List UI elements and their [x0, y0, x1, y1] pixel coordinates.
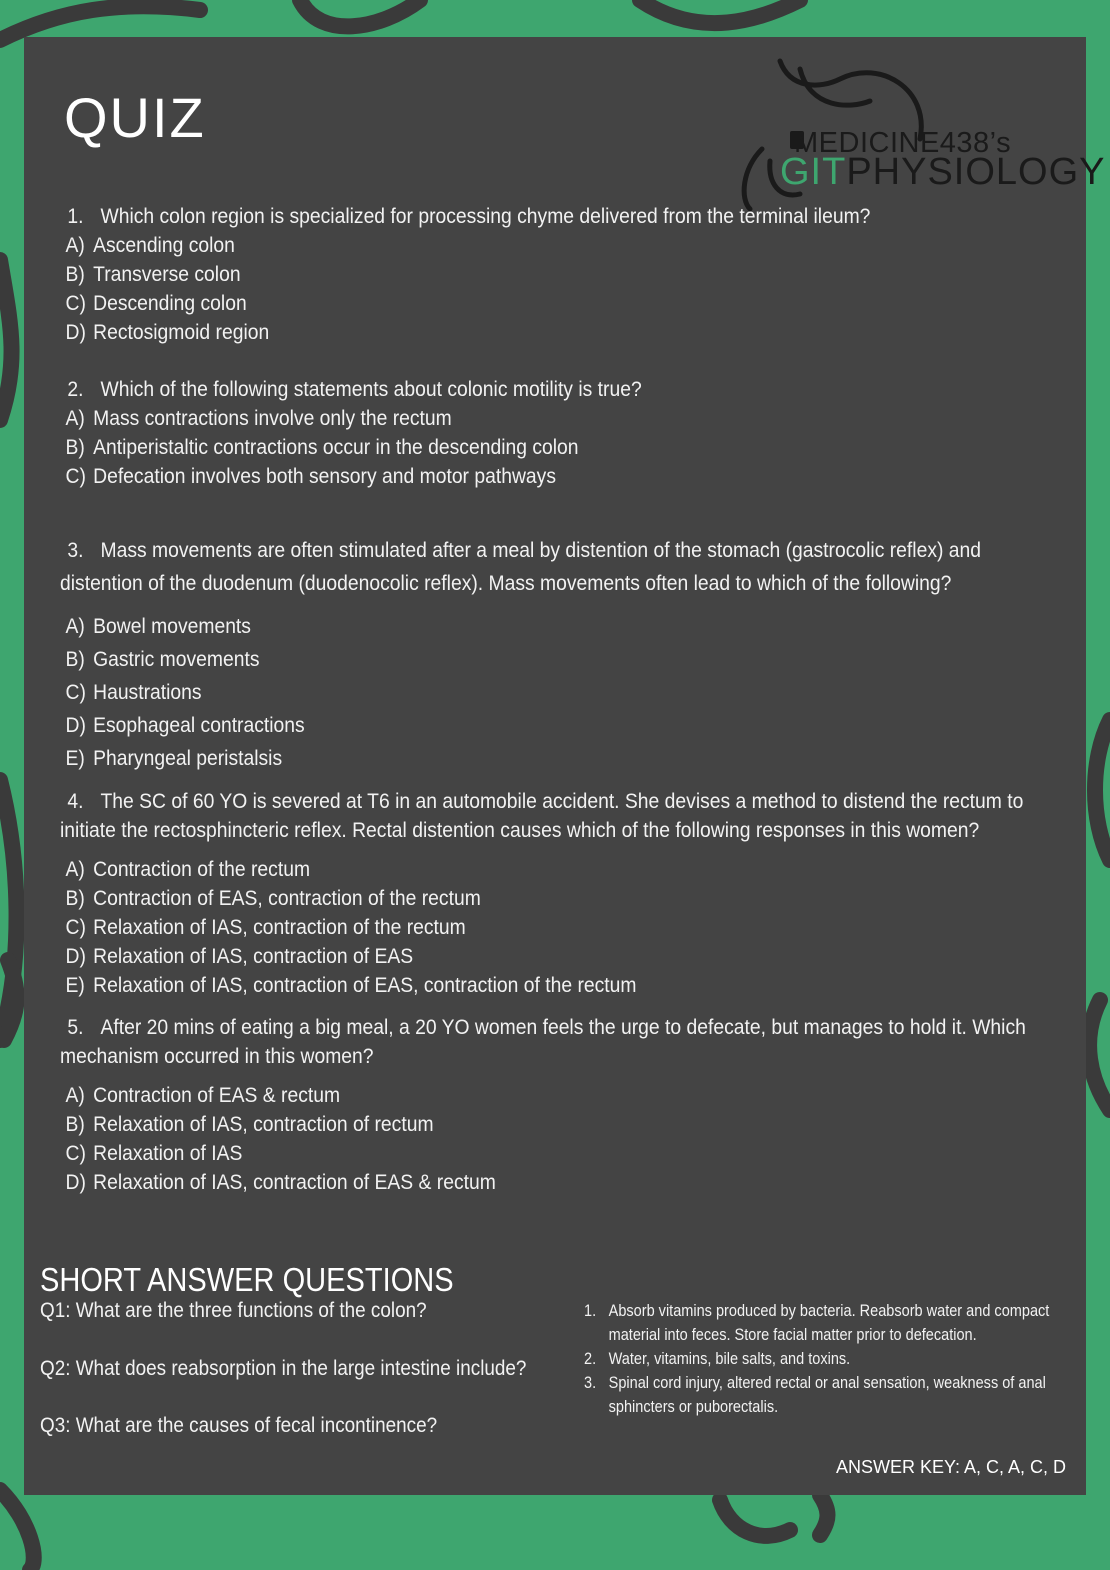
option-d: [60, 318, 870, 347]
option-a: [60, 855, 1035, 884]
option-text: Transverse colon: [93, 263, 241, 286]
option-e: [60, 742, 1035, 775]
option-b: [60, 643, 1035, 676]
option-text: Defecation involves both sensory and motor pathways: [93, 465, 556, 488]
option-b: [60, 884, 1035, 913]
option-a: [60, 404, 642, 433]
option-letter: D): [65, 1171, 86, 1194]
option-a: [60, 1081, 1035, 1110]
option-d: [60, 1168, 1035, 1197]
page-title: QUIZ: [64, 86, 206, 149]
logo-physiology-text: PHYSIOLOGY: [846, 151, 1106, 193]
option-text: Relaxation of IAS, contraction of EAS: [93, 945, 414, 968]
option-letter: A): [65, 858, 85, 881]
option-letter: A): [65, 234, 85, 257]
option-d: [60, 709, 1035, 742]
option-letter: A): [65, 1084, 85, 1107]
short-answer-heading: SHORT ANSWER QUESTIONS: [40, 1261, 454, 1298]
short-answer-3: [584, 1371, 1050, 1419]
answer-key: ANSWER KEY: A, C, A, C, D: [835, 1457, 1066, 1477]
question-number: 1.: [67, 205, 84, 228]
option-letter: D): [65, 945, 86, 968]
option-a: [60, 231, 870, 260]
option-text: Contraction of EAS, contraction of the rectum: [93, 887, 481, 910]
option-c: [60, 1139, 1035, 1168]
answer-text: Spinal cord injury, altered rectal or anal sensation, weakness of anal sphincters or puborectalis.: [608, 1374, 1046, 1416]
question-stem: [60, 375, 642, 404]
answer-text: Water, vitamins, bile salts, and toxins.: [608, 1350, 851, 1368]
short-answer-list: [584, 1299, 1050, 1419]
answer-text: Absorb vitamins produced by bacteria. Reabsorb water and compact material into feces. Store facial matter prior to defecation.: [608, 1302, 1050, 1344]
option-b: [60, 1110, 1035, 1139]
option-c: [60, 676, 1035, 709]
option-letter: B): [65, 1113, 85, 1136]
option-a: [60, 610, 1035, 643]
option-text: Mass contractions involve only the rectum: [93, 407, 452, 430]
option-text: Gastric movements: [93, 648, 260, 671]
option-text: Ascending colon: [93, 234, 235, 257]
question-text: After 20 mins of eating a big meal, a 20 YO women feels the urge to defecate, but manages to hold it. Which mechanism occurred in this women?: [60, 1016, 1026, 1068]
option-letter: A): [65, 407, 85, 430]
question-number: 4.: [67, 790, 84, 813]
option-letter: B): [65, 648, 85, 671]
question-4: [60, 787, 1035, 1000]
short-answer-2: [584, 1347, 1050, 1371]
question-text: The SC of 60 YO is severed at T6 in an automobile accident. She devises a method to distend the rectum to initiate the rectosphincteric reflex. Rectal distention causes which of the following responses in this women?: [60, 790, 1024, 842]
option-letter: A): [65, 615, 85, 638]
short-answer-q2: Q2: What does reabsorption in the large intestine include?: [40, 1357, 527, 1380]
option-letter: D): [65, 321, 86, 344]
option-letter: D): [65, 714, 86, 737]
question-5: [60, 1013, 1035, 1197]
option-text: Esophageal contractions: [93, 714, 305, 737]
short-answer-q1: Q1: What are the three functions of the colon?: [40, 1299, 427, 1322]
logo-git-text: GIT: [780, 151, 847, 193]
question-stem: [60, 534, 1035, 600]
option-text: Bowel movements: [93, 615, 251, 638]
option-text: Rectosigmoid region: [93, 321, 270, 344]
option-letter: C): [65, 465, 86, 488]
short-answer-q3: Q3: What are the causes of fecal incontinence?: [40, 1414, 438, 1437]
option-text: Relaxation of IAS, contraction of rectum: [93, 1113, 434, 1136]
option-c: [60, 913, 1035, 942]
answer-number: 1.: [584, 1302, 597, 1320]
option-letter: B): [65, 887, 85, 910]
short-answer-1: [584, 1299, 1050, 1347]
question-3: [60, 534, 1035, 775]
option-text: Relaxation of IAS, contraction of the rectum: [93, 916, 466, 939]
question-number: 2.: [67, 378, 84, 401]
quiz-panel: [24, 37, 1106, 1495]
option-b: [60, 433, 642, 462]
option-e: [60, 971, 1035, 1000]
option-text: Contraction of the rectum: [93, 858, 311, 881]
logo-medicine-text: MEDICINE438’s: [794, 127, 1012, 159]
answer-number: 2.: [584, 1350, 597, 1368]
option-c: [60, 462, 642, 491]
question-text: Which of the following statements about colonic motility is true?: [100, 378, 642, 401]
option-letter: C): [65, 681, 86, 704]
option-letter: C): [65, 292, 86, 315]
option-text: Contraction of EAS & rectum: [93, 1084, 341, 1107]
option-text: Haustrations: [93, 681, 202, 704]
option-text: Relaxation of IAS, contraction of EAS & rectum: [93, 1171, 496, 1194]
option-text: Relaxation of IAS, contraction of EAS, contraction of the rectum: [93, 974, 637, 997]
question-number: 3.: [67, 539, 84, 562]
option-letter: B): [65, 436, 85, 459]
answer-number: 3.: [584, 1374, 597, 1392]
option-letter: C): [65, 916, 86, 939]
option-text: Pharyngeal peristalsis: [93, 747, 283, 770]
option-letter: E): [65, 974, 85, 997]
option-text: Descending colon: [93, 292, 247, 315]
question-stem: [60, 787, 1035, 845]
question-1: [60, 202, 870, 347]
option-c: [60, 289, 870, 318]
logo-gitphysiology-text: [780, 151, 1106, 194]
question-number: 5.: [67, 1016, 84, 1039]
question-text: Mass movements are often stimulated after a meal by distention of the stomach (gastrocolic reflex) and distention of the duodenum (duodenocolic reflex). Mass movements often lead to which of the following?: [60, 539, 982, 595]
option-text: Relaxation of IAS: [93, 1142, 243, 1165]
question-text: Which colon region is specialized for processing chyme delivered from the terminal ileum?: [100, 205, 871, 228]
option-letter: E): [65, 747, 85, 770]
question-stem: [60, 1013, 1035, 1071]
question-stem: [60, 202, 870, 231]
option-d: [60, 942, 1035, 971]
option-text: Antiperistaltic contractions occur in the descending colon: [93, 436, 579, 459]
question-2: [60, 375, 642, 491]
option-b: [60, 260, 870, 289]
option-letter: B): [65, 263, 85, 286]
option-letter: C): [65, 1142, 86, 1165]
